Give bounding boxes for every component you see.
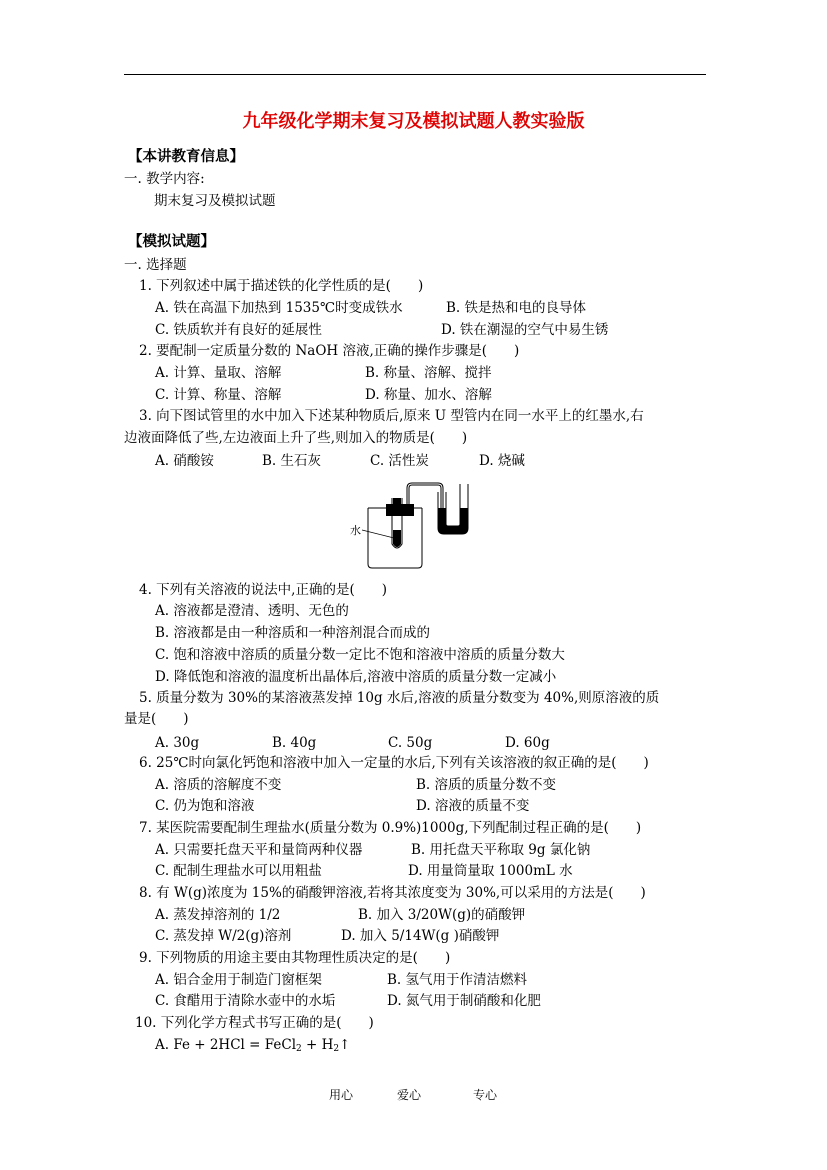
q5-option-d: D. 60g [505,735,550,751]
q1-option-a: A. 铁在高温下加热到 1535℃时变成铁水 [155,300,403,316]
q1-option-b: B. 铁是热和电的良导体 [446,300,587,316]
q8-option-c: C. 蒸发掉 W/2(g)溶剂 [155,928,292,944]
q6-stem: 6. 25℃时向氯化钙饱和溶液中加入一定量的水后,下列有关该溶液的叙正确的是( ) [139,755,649,771]
q10-option-a-part2: + H [301,1037,334,1053]
q4-stem: 4. 下列有关溶液的说法中,正确的是( ) [139,582,387,598]
q5-stem-line1: 5. 质量分数为 30%的某溶液蒸发掉 10g 水后,溶液的质量分数变为 40%,则原溶液的质 [139,690,660,706]
q3-stem-line1: 3. 向下图试管里的水中加入下述某种物质后,原来 U 型管内在同一水平上的红墨水,右 [139,408,644,424]
q3-option-d: D. 烧碱 [479,453,525,469]
q4-option-a: A. 溶液都是澄清、透明、无色的 [155,603,349,619]
q2-option-b: B. 称量、溶解、搅拌 [365,365,492,381]
q4-option-c: C. 饱和溶液中溶质的质量分数一定比不饱和溶液中溶质的质量分数大 [155,647,565,663]
u-tube-apparatus-figure [340,478,480,570]
q8-option-a: A. 蒸发掉溶剂的 1/2 [155,907,281,923]
exam-heading: 【模拟试题】 [128,233,215,250]
q1-option-c: C. 铁质软并有良好的延展性 [155,322,322,338]
footer-text-3: 专心 [473,1088,498,1102]
q10-stem: 10. 下列化学方程式书写正确的是( ) [135,1015,374,1031]
q6-option-a: A. 溶质的溶解度不变 [155,777,282,793]
q5-option-a: A. 30g [155,735,200,751]
q6-option-d: D. 溶液的质量不变 [416,798,530,814]
q9-option-a: A. 铝合金用于制造门窗框架 [155,972,322,988]
q2-stem: 2. 要配制一定质量分数的 NaOH 溶液,正确的操作步骤是( ) [139,343,520,359]
q7-option-a: A. 只需要托盘天平和量筒两种仪器 [155,842,363,858]
q7-option-c: C. 配制生理盐水可以用粗盐 [155,863,322,879]
q10-option-a-part1: A. Fe + 2HCl = FeCl [155,1037,297,1053]
q9-option-d: D. 氮气用于制硝酸和化肥 [387,993,541,1009]
q7-stem: 7. 某医院需要配制生理盐水(质量分数为 0.9%)1000g,下列配制过程正确的是( ) [139,820,642,836]
q2-option-c: C. 计算、称量、溶解 [155,387,282,403]
q7-option-b: B. 用托盘天平称取 9g 氯化钠 [411,842,591,858]
q2-option-d: D. 称量、加水、溶解 [365,387,492,403]
info-heading: 【本讲教育信息】 [128,148,244,165]
document-title: 九年级化学期末复习及模拟试题人教实验版 [242,111,585,132]
footer-text-1: 用心 [329,1088,354,1102]
figure-water-label: 水 [350,524,361,537]
q6-option-b: B. 溶质的质量分数不变 [416,777,557,793]
q10-option-a-subscript2: 2 [333,1044,340,1054]
q10-option-a-subscript1: 2 [296,1044,302,1054]
q5-stem-line2: 量是( ) [124,711,189,727]
part-1-heading: 一. 选择题 [124,257,187,273]
q7-option-d: D. 用量筒量取 1000mL 水 [408,863,573,879]
q3-stem-line2: 边液面降低了些,左边液面上升了些,则加入的物质是( ) [124,430,468,446]
q1-stem: 1. 下列叙述中属于描述铁的化学性质的是( ) [139,278,424,294]
q3-option-b: B. 生石灰 [262,453,322,469]
q4-option-b: B. 溶液都是由一种溶质和一种溶剂混合而成的 [155,625,431,641]
info-item-1: 一. 教学内容: [124,171,205,187]
q8-option-b: B. 加入 3/20W(g)的硝酸钾 [358,907,526,923]
q8-option-d: D. 加入 5/14W(g )硝酸钾 [341,928,500,944]
q3-option-a: A. 硝酸铵 [155,453,214,469]
q4-option-d: D. 降低饱和溶液的温度析出晶体后,溶液中溶质的质量分数一定减小 [155,669,557,685]
footer-text-2: 爱心 [397,1088,422,1102]
q9-option-c: C. 食醋用于清除水壶中的水垢 [155,993,336,1009]
q6-option-c: C. 仍为饱和溶液 [155,798,255,814]
header-rule [124,74,706,75]
info-item-1-content: 期末复习及模拟试题 [154,193,276,209]
q8-stem: 8. 有 W(g)浓度为 15%的硝酸钾溶液,若将其浓度变为 30%,可以采用的方法是( ) [139,885,646,901]
q10-option-a [155,1036,350,1054]
q5-option-b: B. 40g [272,735,317,751]
q10-option-a-arrow: ↑ [339,1037,351,1053]
q2-option-a: A. 计算、量取、溶解 [155,365,282,381]
q1-option-d: D. 铁在潮湿的空气中易生锈 [441,322,609,338]
q3-option-c: C. 活性炭 [370,453,429,469]
q9-option-b: B. 氢气用于作清洁燃料 [387,972,528,988]
q9-stem: 9. 下列物质的用途主要由其物理性质决定的是( ) [139,950,451,966]
q5-option-c: C. 50g [388,735,433,751]
